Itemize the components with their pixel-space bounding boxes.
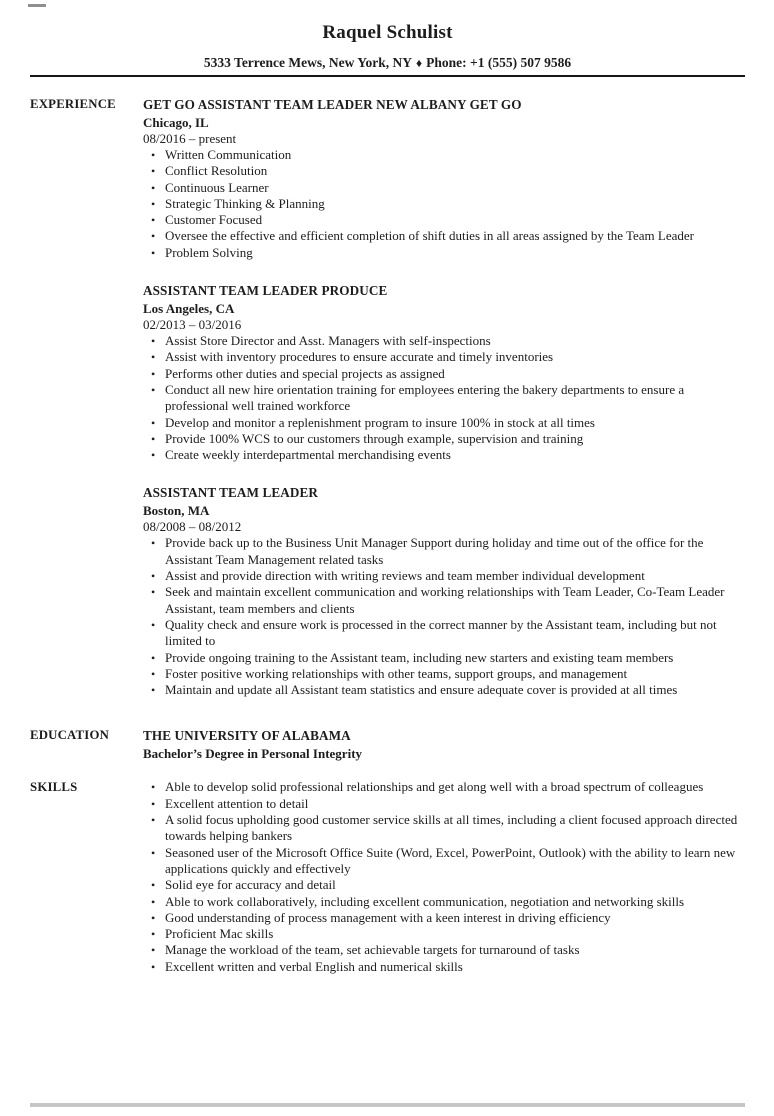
bullet-text: Able to work collaboratively, including excellent communication, negotiation and networking skills (165, 893, 685, 909)
bullet-item (143, 568, 745, 584)
bullet-item (143, 910, 745, 926)
bullet-dot-icon: • (151, 894, 156, 909)
job-title: ASSISTANT TEAM LEADER (143, 485, 319, 501)
bullet-dot-icon: • (151, 350, 156, 365)
bullet-item (143, 650, 745, 666)
bullet-dot-icon: • (151, 164, 156, 179)
scan-artifact-dash (28, 4, 46, 7)
resume-header (30, 22, 745, 77)
bullet-dot-icon: • (151, 927, 156, 942)
diamond-separator-icon: ♦ (416, 56, 423, 70)
bullet-text: Able to develop solid professional relationships and get along well with a broad spectrum of colleagues (165, 779, 704, 795)
bullet-text: Maintain and update all Assistant team statistics and ensure adequate cover is provided at all times (165, 682, 678, 698)
bullet-dot-icon: • (151, 910, 156, 925)
bullet-text: Manage the workload of the team, set achievable targets for turnaround of tasks (165, 942, 580, 958)
bullet-item (143, 877, 745, 893)
bullet-item (143, 333, 745, 349)
contact-line (30, 55, 745, 71)
resume-name: Raquel Schulist (322, 22, 453, 43)
bullet-text: Conflict Resolution (165, 163, 268, 179)
section-education (30, 727, 745, 762)
bullet-item (143, 366, 745, 382)
bullet-item (143, 926, 745, 942)
bullet-text: Provide 100% WCS to our customers through example, supervision and training (165, 430, 584, 446)
bullet-dot-icon: • (151, 448, 156, 463)
job-title: GET GO ASSISTANT TEAM LEADER NEW ALBANY GET GO (143, 97, 522, 112)
bullet-dot-icon: • (151, 415, 156, 430)
bullet-item (143, 228, 745, 244)
bullet-text: Assist and provide direction with writing reviews and team member individual development (165, 568, 645, 584)
bullet-dot-icon: • (151, 431, 156, 446)
bullet-text: Quality check and ensure work is processed in the correct manner by the Assistant team, including but not limited to (165, 616, 717, 649)
bullet-text: Proficient Mac skills (165, 926, 274, 942)
bullet-item (143, 196, 745, 212)
bullet-dot-icon: • (151, 666, 156, 681)
bullet-item (143, 147, 745, 163)
bullet-dot-icon: • (151, 585, 156, 600)
contact-address: 5333 Terrence Mews, New York, NY (203, 55, 413, 70)
bullet-dot-icon: • (151, 569, 156, 584)
education-school: THE UNIVERSITY OF ALABAMA (143, 728, 351, 744)
bullet-dot-icon: • (151, 845, 156, 860)
bullet-text: Continuous Learner (165, 179, 269, 195)
bullet-dot-icon: • (151, 959, 156, 974)
job-title: ASSISTANT TEAM LEADER PRODUCE (143, 283, 388, 299)
skills-content (143, 779, 745, 975)
bullet-dot-icon: • (151, 650, 156, 665)
bullet-item (143, 180, 745, 196)
job-dates: 08/2008 – 08/2012 (143, 519, 242, 535)
bullet-item (143, 845, 745, 878)
bullet-text: Assist with inventory procedures to ensure accurate and timely inventories (165, 349, 554, 365)
bullet-item (143, 942, 745, 958)
bullet-dot-icon: • (151, 813, 156, 828)
bullet-dot-icon: • (151, 366, 156, 381)
bullet-text: Strategic Thinking & Planning (165, 195, 325, 211)
bullet-item (143, 584, 745, 617)
bullet-text: Written Communication (165, 147, 292, 162)
bullet-dot-icon: • (151, 536, 156, 551)
experience-label: EXPERIENCE (30, 97, 116, 111)
bullet-item (143, 349, 745, 365)
bullet-text: Customer Focused (165, 212, 263, 228)
bullet-item (143, 245, 745, 261)
bullet-item (143, 779, 745, 795)
job-bullets (143, 147, 745, 261)
job-entry (143, 282, 745, 463)
bullet-item (143, 212, 745, 228)
bullet-item (143, 796, 745, 812)
page-bottom-rule (30, 1103, 745, 1107)
bullet-item (143, 617, 745, 650)
bullet-dot-icon: • (151, 196, 156, 211)
job-dates: 02/2013 – 03/2016 (143, 317, 242, 333)
bullet-text: Seek and maintain excellent communication and working relationships with Team Leader, Co-Team Leader Assistant, team members and clients (165, 584, 725, 616)
bullet-text: Provide back up to the Business Unit Manager Support during holiday and time out of the office for the Assistant Team Management related tasks (165, 535, 704, 567)
bullet-text: Conduct all new hire orientation training for employees entering the bakery departments to ensure a professional well trained workforce (165, 381, 685, 414)
bullet-text: Create weekly interdepartmental merchandising events (165, 447, 451, 463)
section-skills (30, 779, 745, 975)
section-experience (30, 96, 745, 698)
job-entry (143, 484, 745, 698)
bullet-dot-icon: • (151, 878, 156, 893)
bullet-item (143, 666, 745, 682)
bullet-item (143, 812, 745, 845)
education-content (143, 727, 745, 762)
header-divider (30, 75, 745, 77)
bullet-item (143, 447, 745, 463)
bullet-item (143, 535, 745, 568)
bullet-text: Solid eye for accuracy and detail (165, 877, 336, 893)
bullet-dot-icon: • (151, 229, 156, 244)
job-bullets (143, 333, 745, 463)
job-location: Boston, MA (143, 503, 210, 519)
bullet-dot-icon: • (151, 796, 156, 811)
bullet-text: Excellent written and verbal English and numerical skills (165, 958, 463, 974)
bullet-dot-icon: • (151, 780, 156, 795)
bullet-text: Seasoned user of the Microsoft Office Suite (Word, Excel, PowerPoint, Outlook) with the ability to learn new applications quickly and effectively (165, 844, 736, 876)
bullet-dot-icon: • (151, 213, 156, 228)
bullet-dot-icon: • (151, 245, 156, 260)
bullet-dot-icon: • (151, 943, 156, 958)
bullet-item (143, 382, 745, 415)
bullet-item (143, 894, 745, 910)
bullet-dot-icon: • (151, 334, 156, 349)
job-bullets (143, 535, 745, 698)
bullet-dot-icon: • (151, 382, 156, 397)
skills-list (143, 779, 745, 975)
bullet-item (143, 682, 745, 698)
bullet-text: Develop and monitor a replenishment program to insure 100% in stock at all times (165, 414, 595, 430)
bullet-text: Foster positive working relationships with other teams, support groups, and management (165, 665, 628, 681)
bullet-dot-icon: • (151, 180, 156, 195)
bullet-text: Oversee the effective and efficient completion of shift duties in all areas assigned by the Team Leader (165, 228, 695, 244)
job-location: Chicago, IL (143, 115, 209, 130)
bullet-dot-icon: • (151, 617, 156, 632)
skills-label: SKILLS (30, 780, 78, 795)
experience-content (143, 96, 745, 698)
education-degree: Bachelor’s Degree in Personal Integrity (143, 746, 363, 762)
job-entry (143, 96, 745, 261)
bullet-item (143, 959, 745, 975)
bullet-dot-icon: • (151, 148, 156, 162)
bullet-text: Excellent attention to detail (165, 795, 309, 811)
bullet-text: Problem Solving (165, 244, 253, 260)
bullet-text: Assist Store Director and Asst. Managers with self-inspections (165, 333, 491, 349)
bullet-item (143, 415, 745, 431)
bullet-item (143, 163, 745, 179)
bullet-text: Performs other duties and special projects as assigned (165, 365, 445, 381)
bullet-text: A solid focus upholding good customer service skills at all times, including a client focused approach directed towards helping bankers (165, 812, 738, 844)
job-dates: 08/2016 – present (143, 131, 237, 146)
job-location: Los Angeles, CA (143, 301, 235, 317)
bullet-text: Provide ongoing training to the Assistant team, including new starters and existing team members (165, 649, 674, 665)
education-label: EDUCATION (30, 728, 110, 743)
bullet-dot-icon: • (151, 683, 156, 698)
contact-phone: Phone: +1 (555) 507 9586 (426, 55, 572, 70)
bullet-item (143, 431, 745, 447)
bullet-text: Good understanding of process management with a keen interest in driving efficiency (165, 909, 611, 925)
